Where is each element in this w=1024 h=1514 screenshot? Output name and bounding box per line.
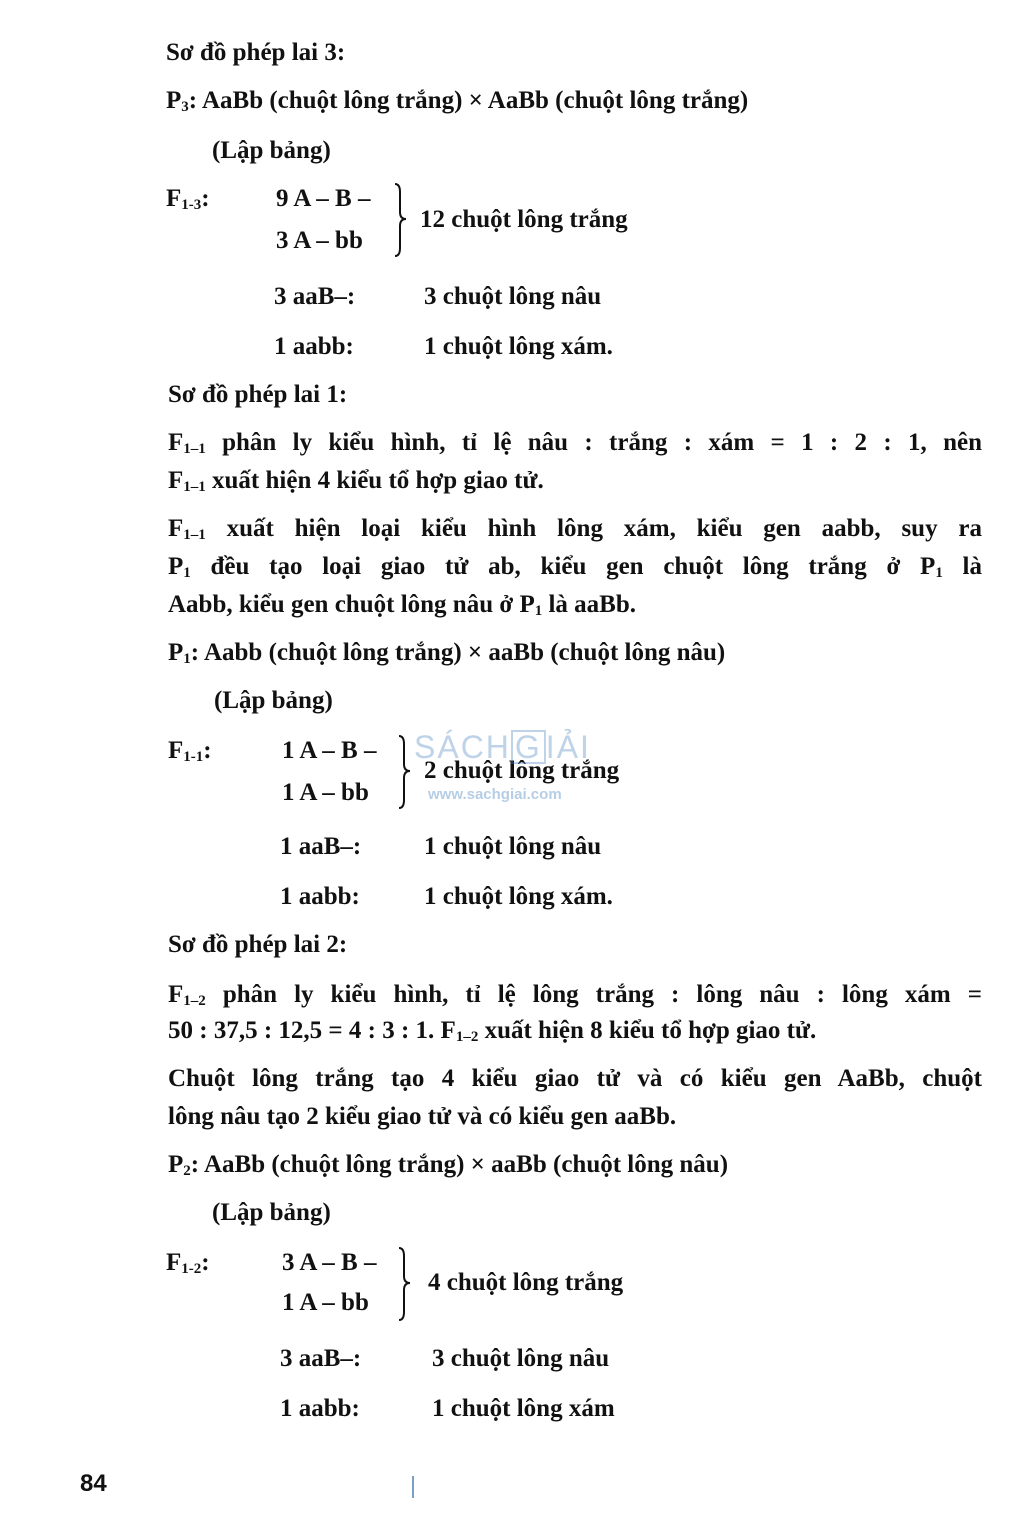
cross2-genotype-1: 3 A – B – (282, 1249, 377, 1276)
cross2-phenotype-3: 3 chuột lông nâu (432, 1345, 610, 1372)
page-number: 84 (80, 1470, 107, 1497)
cross1-genotype-4: 1 aabb: (280, 883, 360, 910)
cross2-genotype-4: 1 aabb: (280, 1395, 360, 1422)
cross3-phenotype-3: 3 chuột lông nâu (424, 283, 602, 310)
watermark-logo: SÁCH G IẢI (414, 729, 591, 765)
cross1-genotype-2: 1 A – bb (282, 779, 369, 806)
cross3-table-note: (Lập bảng) (212, 137, 331, 164)
cross2-table-note: (Lập bảng) (212, 1199, 331, 1226)
cross1-parents: $P_1$: Aabb (chuột lông trắng) × aaBb (chuột lông nâu) (168, 639, 726, 667)
cross2-parents: $P_2$: AaBb (chuột lông trắng) × aaBb (chuột lông nâu) (168, 1151, 729, 1179)
watermark-url: www.sachgiai.com (428, 786, 562, 803)
cross2-heading: Sơ đồ phép lai 2: (168, 931, 348, 958)
cross3-parents: $P_3$: AaBb (chuột lông trắng) × AaBb (chuột lông trắng) (166, 87, 749, 115)
cross2-f-label: $F_{1-2}$: (166, 1249, 210, 1277)
cross1-genotype-3: 1 aaB–: (280, 833, 362, 860)
cross2-para2-line2: lông nâu tạo 2 kiểu giao tử và có kiểu gen aaBb. (168, 1103, 677, 1130)
cross1-para1-line1: $F_{1-1}$ phân ly kiểu hình, tỉ lệ nâu : trắng : xám = 1 : 2 : 1, nên (168, 429, 982, 457)
cross3-genotype-3: 3 aaB–: (274, 283, 356, 310)
cross2-phenotype-4: 1 chuột lông xám (432, 1395, 615, 1422)
cross1-brace-result: 2 chuột lông trắng (424, 757, 620, 784)
cross2-genotype-3: 3 aaB–: (280, 1345, 362, 1372)
cross2-brace-result: 4 chuột lông trắng (428, 1269, 624, 1296)
cross2-brace (398, 1246, 410, 1322)
cross1-phenotype-3: 1 chuột lông nâu (424, 833, 602, 860)
cross3-brace (394, 182, 406, 258)
cross2-para1-line2: 50 : 37,5 : 12,5 = 4 : 3 : 1. $F_{1-2}$ xuất hiện 8 kiểu tổ hợp giao tử. (168, 1017, 817, 1045)
cross3-genotype-2: 3 A – bb (276, 227, 363, 254)
cross1-para1-line2: $F_{1-1}$ xuất hiện 4 kiểu tổ hợp giao tử. (168, 467, 544, 495)
cross1-brace (398, 734, 410, 810)
cross3-heading: Sơ đồ phép lai 3: (166, 39, 346, 66)
cross3-brace-result: 12 chuột lông trắng (420, 206, 628, 233)
cross3-phenotype-4: 1 chuột lông xám. (424, 333, 613, 360)
cross2-para2-line1: Chuột lông trắng tạo 4 kiểu giao tử và có kiểu gen AaBb, chuột (168, 1065, 982, 1092)
cross1-table-note: (Lập bảng) (214, 687, 333, 714)
cross1-phenotype-4: 1 chuột lông xám. (424, 883, 613, 910)
cross2-genotype-2: 1 A – bb (282, 1289, 369, 1316)
cross3-genotype-4: 1 aabb: (274, 333, 354, 360)
cross3-genotype-1: 9 A – B – (276, 185, 371, 212)
cross1-para2-line3: Aabb, kiểu gen chuột lông nâu ở $P_1$ là aaBb. (168, 591, 636, 619)
cross1-genotype-1: 1 A – B – (282, 737, 377, 764)
cross1-heading: Sơ đồ phép lai 1: (168, 381, 348, 408)
scan-mark (412, 1476, 414, 1498)
cross1-para2-line2: $P_1$ đều tạo loại giao tử ab, kiểu gen chuột lông trắng ở $P_1$ là (168, 553, 982, 581)
cross1-f-label: $F_{1-1}$: (168, 737, 212, 765)
cross2-para1-line1: $F_{1-2}$ phân ly kiểu hình, tỉ lệ lông trắng : lông nâu : lông xám = (168, 981, 982, 1009)
cross1-para2-line1: $F_{1-1}$ xuất hiện loại kiểu hình lông xám, kiểu gen aabb, suy ra (168, 515, 982, 543)
cross3-f-label: $F_{1-3}$: (166, 185, 210, 213)
